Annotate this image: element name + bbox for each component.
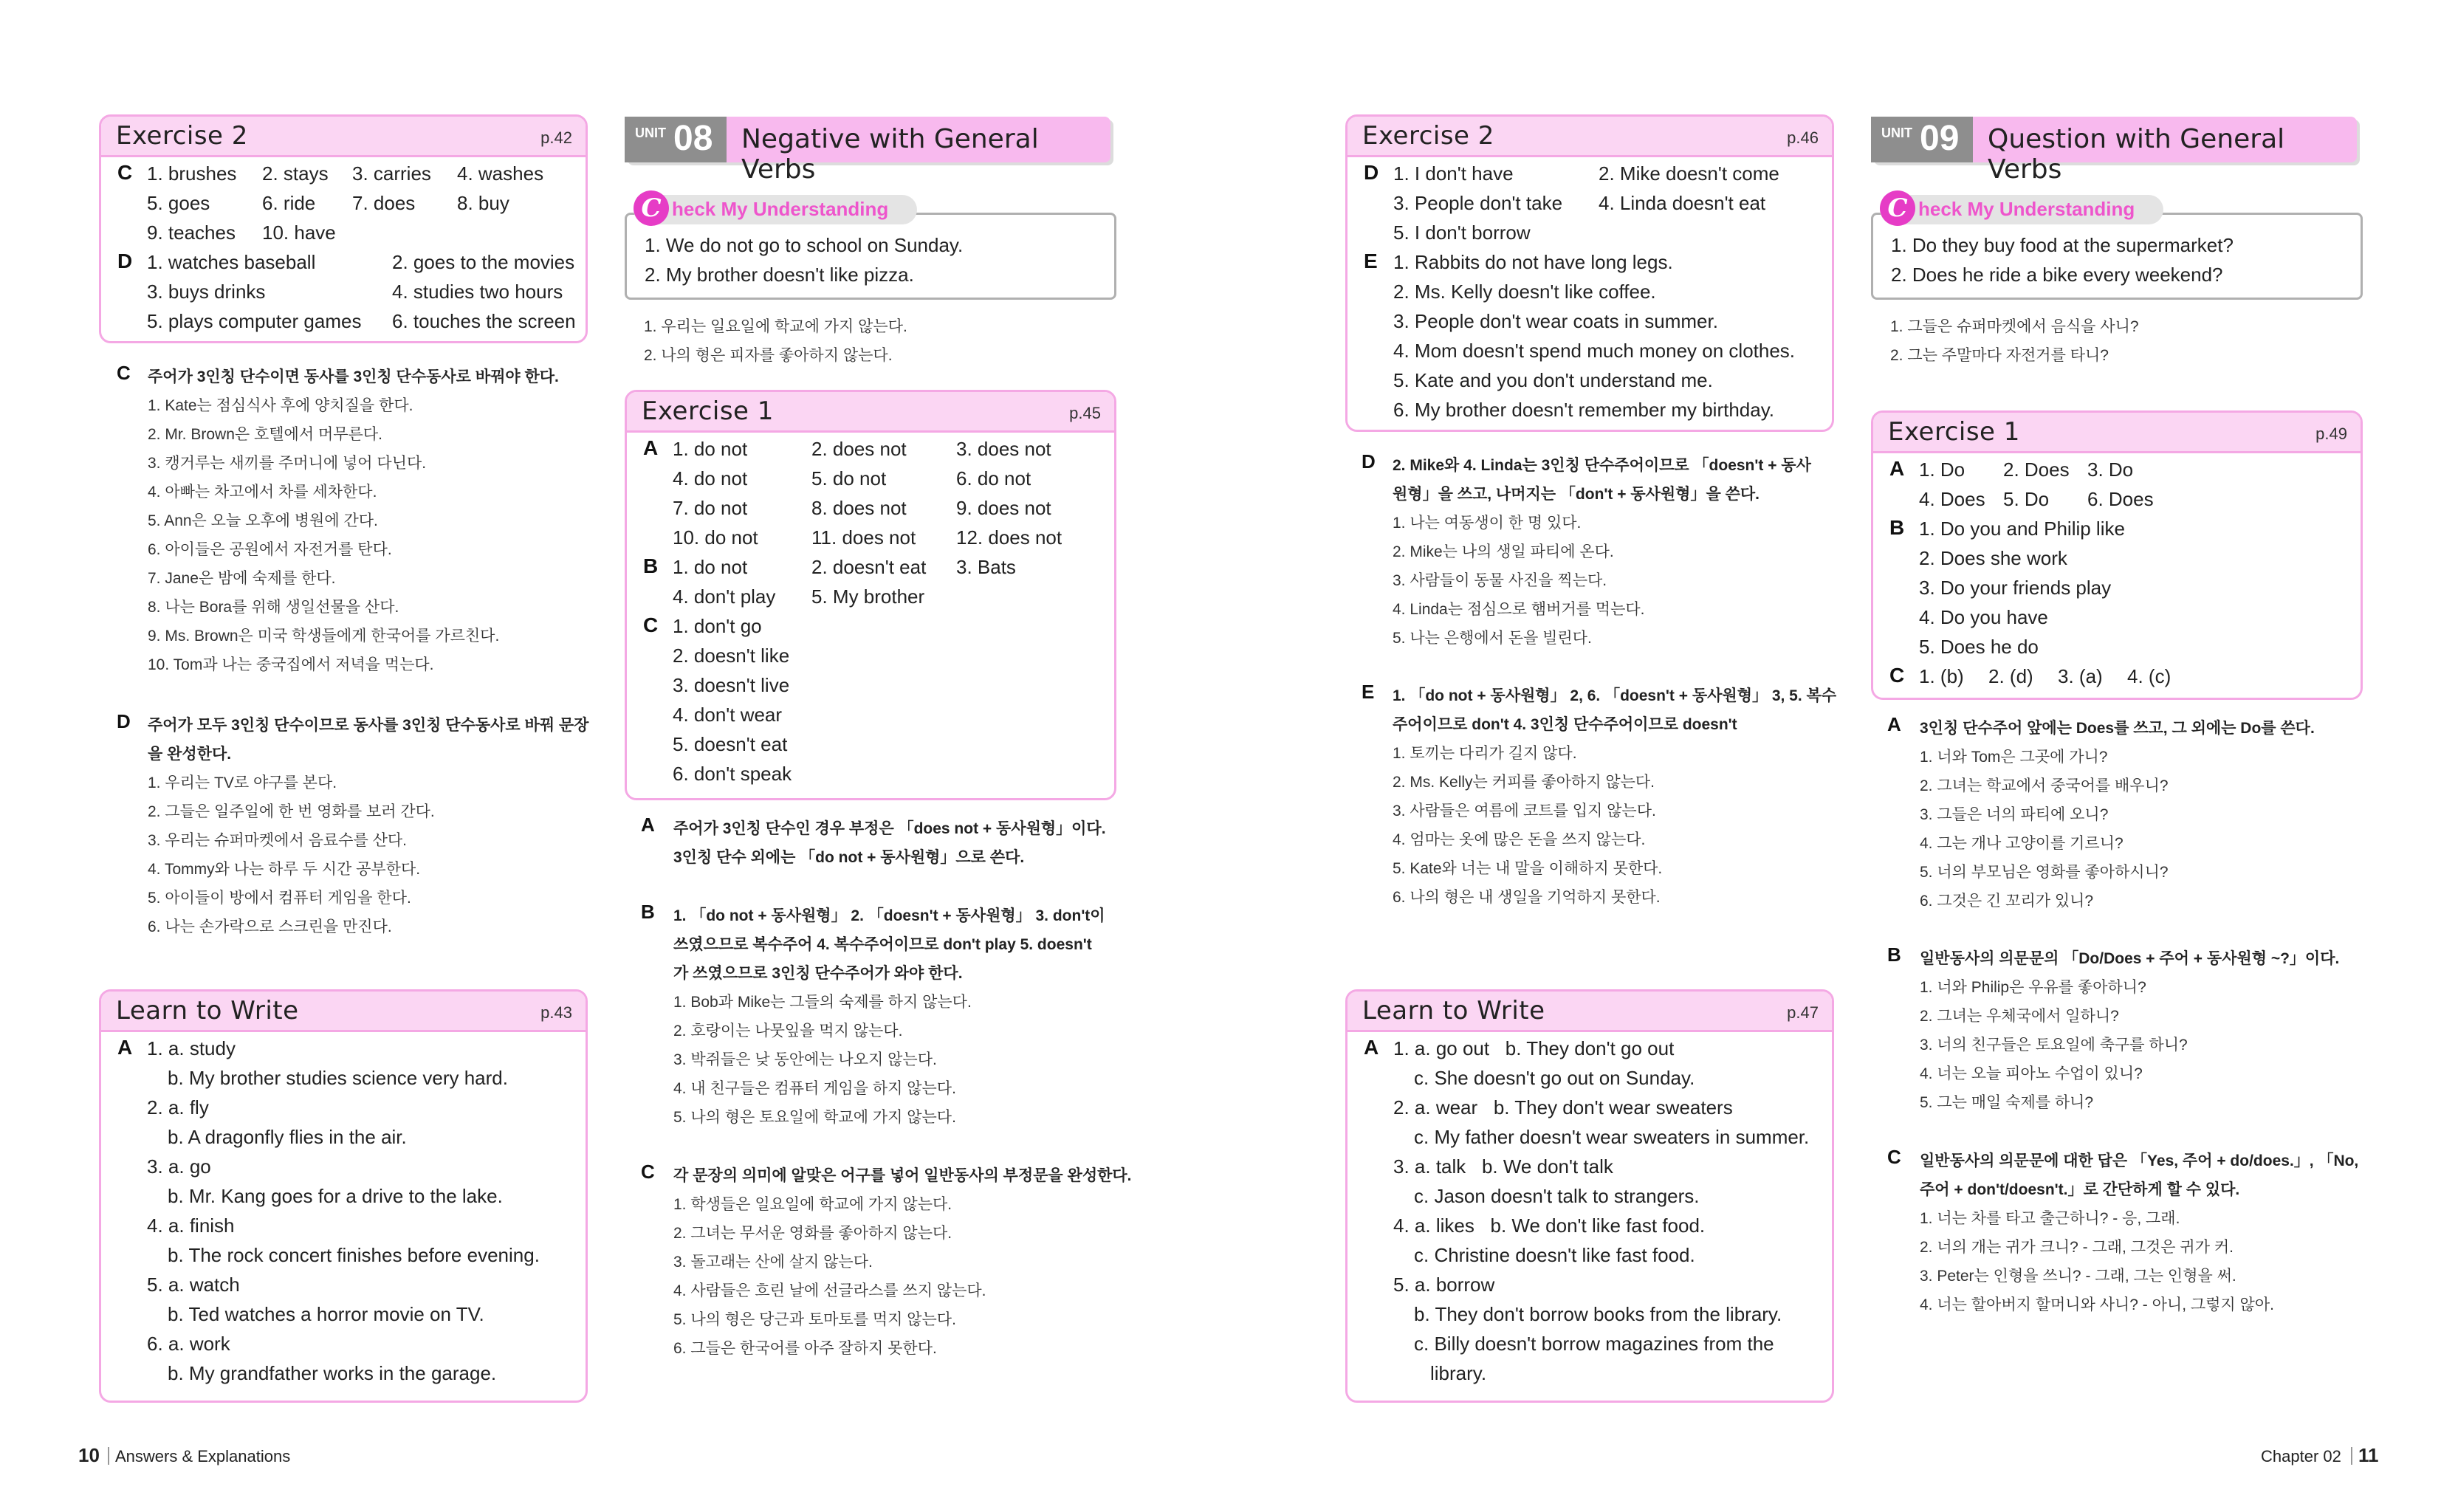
- answer: 9. does not: [956, 497, 1051, 519]
- answer: 10. have: [262, 221, 336, 244]
- translation: 1. 너와 Philip은 우유를 좋아하니?: [1920, 979, 2146, 996]
- translation: 3. 너의 친구들은 토요일에 축구를 하니?: [1920, 1037, 2188, 1054]
- learn-to-write-page: p.47: [1787, 1003, 1819, 1022]
- translation: 2. 호랑이는 나뭇잎을 먹지 않는다.: [673, 1023, 903, 1040]
- answer: 2. Does she work: [1919, 547, 2067, 569]
- translation: 1. 학생들은 일요일에 학교에 가지 않는다.: [673, 1196, 952, 1213]
- exercise-1-header: [1873, 413, 2361, 453]
- section-letter: E: [1362, 681, 1375, 703]
- translation: 4. 너는 할아버지 할머니와 사니? - 아니, 그렇지 않아.: [1920, 1296, 2274, 1313]
- answer: 2. doesn't like: [673, 645, 790, 667]
- translation: 4. 사람들은 흐린 날에 선글라스를 쓰지 않는다.: [673, 1282, 986, 1299]
- exercise-1-box: [1871, 410, 2363, 700]
- check-understanding-label: [1880, 195, 2163, 224]
- translation: 2. Mike는 나의 생일 파티에 온다.: [1393, 543, 1614, 560]
- answer: 1. a. go out b. They don't go out: [1393, 1037, 1675, 1059]
- explanation-heading: 주어가 3인칭 단수인 경우 부정은 「does not + 동사원형」이다.: [673, 820, 1106, 837]
- translation: 1. 그들은 슈퍼마켓에서 음식을 사니?: [1890, 318, 2139, 335]
- answer: 1. do not: [673, 438, 748, 460]
- check-label-text: heck My Understanding: [672, 198, 889, 220]
- answer: 12. does not: [956, 526, 1062, 549]
- answer: 2. a. fly: [147, 1096, 209, 1118]
- answer: 1. a. study: [147, 1037, 236, 1059]
- section-letter: C: [643, 614, 659, 636]
- answer: 5. doesn't eat: [673, 733, 788, 755]
- translation: 4. 엄마는 옷에 많은 돈을 쓰지 않는다.: [1393, 831, 1646, 848]
- explanation-heading: 을 완성한다.: [148, 746, 232, 763]
- answer: 5. plays computer games: [147, 310, 362, 332]
- translation: 3. 그들은 너의 파티에 오니?: [1920, 806, 2109, 823]
- translation: 3. 우리는 슈퍼마켓에서 음료수를 산다.: [148, 832, 407, 849]
- section-letter: E: [1364, 250, 1378, 272]
- answer: 1. Do they buy food at the supermarket?: [1891, 234, 2234, 256]
- translation: 5. 나의 형은 토요일에 학교에 가지 않는다.: [673, 1109, 956, 1126]
- translation: 5. 나는 은행에서 돈을 빌린다.: [1393, 630, 1592, 647]
- answer: 9. teaches: [147, 221, 236, 244]
- answer: 3. People don't wear coats in summer.: [1393, 310, 1718, 332]
- translation: 2. 그녀는 학교에서 중국어를 배우니?: [1920, 777, 2169, 794]
- answer: 5. Do: [2003, 488, 2050, 510]
- explanation-heading: 1. 「do not + 동사원형」 2. 「doesn't + 동사원형」 3. don't이: [673, 907, 1105, 924]
- translation: 6. 나는 손가락으로 스크린을 만진다.: [148, 918, 392, 935]
- answer: b. Ted watches a horror movie on TV.: [168, 1303, 484, 1325]
- check-c-icon: C: [634, 190, 669, 226]
- translation: 6. 그들은 한국어를 아주 잘하지 못한다.: [673, 1340, 937, 1357]
- answer: 6. a. work: [147, 1333, 230, 1355]
- answer: b. A dragonfly flies in the air.: [168, 1126, 407, 1148]
- answer: 2. Mike doesn't come: [1599, 162, 1779, 185]
- answer: 6. touches the screen: [392, 310, 576, 332]
- learn-to-write-header: [101, 992, 586, 1032]
- unit-number: 08: [673, 119, 713, 158]
- exercise-1-box: [625, 390, 1116, 800]
- translation: 6. 아이들은 공원에서 자전거를 탄다.: [148, 541, 392, 558]
- exercise-1-title: Exercise 1: [642, 396, 774, 426]
- translation: 9. Ms. Brown은 미국 학생들에게 한국어를 가르친다.: [148, 628, 500, 645]
- learn-to-write-box: [99, 989, 588, 1403]
- answer: 4. (c): [2127, 665, 2172, 687]
- answer: c. Billy doesn't borrow magazines from the: [1414, 1333, 1774, 1355]
- explanation-heading: 주어가 3인칭 단수이면 동사를 3인칭 단수동사로 바꿔야 한다.: [148, 368, 559, 385]
- translation: 5. 너의 부모님은 영화를 좋아하시니?: [1920, 864, 2169, 881]
- answer: b. They don't borrow books from the library.: [1414, 1303, 1782, 1325]
- explanation-heading: 일반동사의 의문문에 대한 답은 「Yes, 주어 + do/does.」, 「No,: [1920, 1152, 2359, 1169]
- answer: 6. do not: [956, 467, 1031, 489]
- answer: 6. My brother doesn't remember my birthday.: [1393, 399, 1775, 421]
- answer: 3. a. talk b. We don't talk: [1393, 1155, 1613, 1178]
- translation: 10. Tom과 나는 중국집에서 저녁을 먹는다.: [148, 656, 434, 673]
- answer: 3. People don't take: [1393, 192, 1563, 214]
- explanation-heading: 3인칭 단수주어 앞에는 Does를 쓰고, 그 외에는 Do를 쓴다.: [1920, 720, 2315, 737]
- translation: 4. Tommy와 나는 하루 두 시간 공부한다.: [148, 861, 421, 878]
- answer: 3. (a): [2058, 665, 2103, 687]
- answer: 3. a. go: [147, 1155, 211, 1178]
- footer-divider: [108, 1447, 109, 1465]
- section-letter: D: [1362, 450, 1376, 472]
- exercise-1-title: Exercise 1: [1888, 417, 2020, 447]
- translation: 1. 너는 차를 타고 출근하니? - 응, 그래.: [1920, 1210, 2180, 1227]
- explanation-heading: 주어가 모두 3인칭 단수이므로 동사를 3인칭 단수동사로 바꿔 문장: [148, 717, 589, 734]
- answer: 10. do not: [673, 526, 758, 549]
- answer: 2. (d): [1988, 665, 2033, 687]
- learn-to-write-page: p.43: [540, 1003, 572, 1022]
- exercise-2-title: Exercise 2: [1362, 121, 1494, 151]
- exercise-1-page: p.45: [1069, 404, 1101, 422]
- translation: 5. Kate와 너는 내 말을 이해하지 못한다.: [1393, 860, 1663, 877]
- learn-to-write-box: [1345, 989, 1834, 1403]
- translation: 3. 사람들이 동물 사진을 찍는다.: [1393, 572, 1607, 589]
- answer: 5. My brother: [811, 585, 925, 608]
- learn-to-write-title: Learn to Write: [116, 996, 299, 1025]
- footer-chapter: Chapter 02: [2261, 1447, 2341, 1465]
- section-letter: A: [1887, 713, 1901, 735]
- answer: 1. I don't have: [1393, 162, 1514, 185]
- answer: c. She doesn't go out on Sunday.: [1414, 1067, 1695, 1089]
- translation: 2. 그는 주말마다 자전거를 타니?: [1890, 347, 2109, 364]
- section-letter: C: [641, 1161, 655, 1183]
- unit-banner: [1871, 117, 2357, 185]
- translation: 1. 나는 여동생이 한 명 있다.: [1393, 515, 1582, 532]
- answer: 4. studies two hours: [392, 281, 563, 303]
- answer: 4. a. finish: [147, 1214, 235, 1237]
- answer: 5. Kate and you don't understand me.: [1393, 369, 1713, 391]
- answer: 4. don't wear: [673, 704, 783, 726]
- translation: 4. 아빠는 차고에서 차를 세차한다.: [148, 484, 377, 501]
- answer: 7. do not: [673, 497, 748, 519]
- footer-text: Answers & Explanations: [115, 1447, 291, 1465]
- answer: 4. washes: [457, 162, 544, 185]
- answer: 8. buy: [457, 192, 509, 214]
- answer: 1. Do you and Philip like: [1919, 518, 2125, 540]
- answer: 5. a. borrow: [1393, 1274, 1495, 1296]
- translation: 4. 그는 개나 고양이를 기르니?: [1920, 835, 2124, 852]
- translation: 5. 나의 형은 당근과 토마토를 먹지 않는다.: [673, 1311, 956, 1328]
- check-understanding-box: [1871, 213, 2363, 300]
- unit-word: UNIT: [1881, 126, 1912, 140]
- translation: 7. Jane은 밤에 숙제를 한다.: [148, 570, 336, 587]
- section-letter: A: [1364, 1036, 1379, 1059]
- translation: 3. 돌고래는 산에 살지 않는다.: [673, 1254, 873, 1271]
- answer: c. My father doesn't wear sweaters in summer.: [1414, 1126, 1810, 1148]
- exercise-2-header: [1347, 117, 1832, 157]
- translation: 4. 너는 오늘 피아노 수업이 있니?: [1920, 1065, 2143, 1082]
- explanation-heading: 일반동사의 의문문의 「Do/Does + 주어 + 동사원형 ~?」이다.: [1920, 950, 2340, 967]
- answer: 2. does not: [811, 438, 907, 460]
- translation: 3. 캥거루는 새끼를 주머니에 넣어 다닌다.: [148, 455, 427, 472]
- translation: 2. 너의 개는 귀가 크니? - 그래, 그것은 귀가 커.: [1920, 1239, 2234, 1256]
- answer: 4. Mom doesn't spend much money on clothes.: [1393, 340, 1796, 362]
- answer: 3. doesn't live: [673, 674, 790, 696]
- section-letter: A: [117, 1036, 133, 1059]
- answer: 3. Do: [2087, 458, 2134, 481]
- answer: 5. Does he do: [1919, 636, 2039, 658]
- section-letter: A: [1889, 457, 1905, 480]
- answer: 7. does: [352, 192, 416, 214]
- check-understanding-label: [634, 195, 917, 224]
- translation: 2. 그들은 일주일에 한 번 영화를 보러 간다.: [148, 803, 435, 820]
- answer: c. Christine doesn't like fast food.: [1414, 1244, 1695, 1266]
- section-letter: D: [117, 710, 131, 732]
- check-understanding-box: [625, 213, 1116, 300]
- explanation-heading: 쓰였으므로 복수주어 4. 복수주어이므로 don't play 5. doesn't: [673, 936, 1092, 953]
- page-number: 11: [2358, 1444, 2379, 1466]
- answer: 3. buys drinks: [147, 281, 266, 303]
- answer: 1. Do: [1919, 458, 1965, 481]
- section-letter: C: [117, 161, 133, 184]
- translation: 8. 나는 Bora를 위해 생일선물을 산다.: [148, 599, 399, 616]
- answer: 4. Do you have: [1919, 606, 2048, 628]
- answer: 3. Bats: [956, 556, 1016, 578]
- answer: 2. stays: [262, 162, 329, 185]
- answer: 8. does not: [811, 497, 907, 519]
- answer: 6. ride: [262, 192, 316, 214]
- translation: 4. 내 친구들은 컴퓨터 게임을 하지 않는다.: [673, 1080, 956, 1097]
- section-letter: D: [1364, 161, 1379, 184]
- answer: 4. don't play: [673, 585, 776, 608]
- translation: 2. 나의 형은 피자를 좋아하지 않는다.: [644, 347, 893, 364]
- answer: 1. Rabbits do not have long legs.: [1393, 251, 1673, 273]
- explanation-heading: 2. Mike와 4. Linda는 3인칭 단수주어이므로 「doesn't + 동사: [1393, 457, 1811, 474]
- translation: 2. Ms. Kelly는 커피를 좋아하지 않는다.: [1393, 774, 1655, 791]
- answer: 4. do not: [673, 467, 748, 489]
- section-letter: C: [1889, 664, 1905, 687]
- translation: 5. 아이들이 방에서 컴퓨터 게임을 한다.: [148, 890, 411, 907]
- answer: 6. don't speak: [673, 763, 792, 785]
- section-letter: C: [117, 362, 131, 384]
- page-number: 10: [78, 1444, 100, 1466]
- answer: 2. goes to the movies: [392, 251, 575, 273]
- translation: 1. 우리는 일요일에 학교에 가지 않는다.: [644, 318, 907, 335]
- explanation-heading: 원형」을 쓰고, 나머지는 「don't + 동사원형」을 쓴다.: [1393, 486, 1759, 503]
- answer: 4. Linda doesn't eat: [1599, 192, 1766, 214]
- answer: 11. does not: [811, 526, 916, 549]
- section-letter: A: [643, 436, 659, 459]
- translation: 5. Ann은 오늘 오후에 병원에 간다.: [148, 512, 378, 529]
- section-letter: A: [641, 814, 655, 836]
- explanation-heading: 주어이므로 don't 4. 3인칭 단수주어이므로 doesn't: [1393, 716, 1737, 733]
- translation: 4. Linda는 점심으로 햄버거를 먹는다.: [1393, 601, 1645, 618]
- explanation-heading: 각 문장의 의미에 알맞은 어구를 넣어 일반동사의 부정문을 완성한다.: [673, 1167, 1132, 1184]
- exercise-2-page: p.42: [540, 128, 572, 147]
- exercise-2-box: [99, 114, 588, 343]
- translation: 1. Kate는 점심식사 후에 양치질을 한다.: [148, 397, 413, 414]
- translation: 1. 너와 Tom은 그곳에 가니?: [1920, 749, 2108, 766]
- answer: 5. do not: [811, 467, 887, 489]
- answer: library.: [1430, 1362, 1487, 1384]
- section-letter: B: [1887, 944, 1901, 966]
- answer: 1. (b): [1919, 665, 1964, 687]
- answer: b. Mr. Kang goes for a drive to the lake.: [168, 1185, 503, 1207]
- exercise-1-page: p.49: [2315, 425, 2347, 443]
- answer: 1. watches baseball: [147, 251, 316, 273]
- translation: 2. 그녀는 무서운 영화를 좋아하지 않는다.: [673, 1225, 952, 1242]
- explanation-heading: 1. 「do not + 동사원형」 2, 6. 「doesn't + 동사원형」 3, 5. 복수: [1393, 687, 1837, 704]
- exercise-2-header: [101, 117, 586, 157]
- learn-to-write-header: [1347, 992, 1832, 1032]
- answer: 1. do not: [673, 556, 748, 578]
- unit-number: 09: [1920, 119, 1960, 158]
- exercise-2-title: Exercise 2: [116, 121, 248, 151]
- answer: 2. Does: [2003, 458, 2070, 481]
- answer: 5. goes: [147, 192, 210, 214]
- section-letter: D: [117, 250, 133, 272]
- unit-word: UNIT: [635, 126, 666, 140]
- section-letter: B: [643, 554, 659, 577]
- answer: 1. don't go: [673, 615, 762, 637]
- translation: 6. 그것은 긴 꼬리가 있니?: [1920, 893, 2094, 910]
- answer: 3. Do your friends play: [1919, 577, 2112, 599]
- translation: 1. Bob과 Mike는 그들의 숙제를 하지 않는다.: [673, 994, 972, 1011]
- exercise-1-header: [627, 392, 1114, 433]
- answer: 5. a. watch: [147, 1274, 240, 1296]
- translation: 1. 우리는 TV로 야구를 본다.: [148, 774, 337, 791]
- section-letter: C: [1887, 1146, 1901, 1168]
- exercise-2-box: [1345, 114, 1834, 432]
- answer: b. My grandfather works in the garage.: [168, 1362, 497, 1384]
- section-letter: B: [641, 901, 655, 923]
- translation: 3. 박쥐들은 낮 동안에는 나오지 않는다.: [673, 1051, 937, 1068]
- section-letter: B: [1889, 516, 1905, 539]
- answer: 4. a. likes b. We don't like fast food.: [1393, 1214, 1706, 1237]
- answer: 3. carries: [352, 162, 431, 185]
- answer: 1. brushes: [147, 162, 237, 185]
- learn-to-write-title: Learn to Write: [1362, 996, 1545, 1025]
- explanation-heading: 주어 + don't/doesn't.」로 간단하게 할 수 있다.: [1920, 1181, 2240, 1198]
- check-c-icon: C: [1880, 190, 1915, 226]
- exercise-2-page: p.46: [1787, 128, 1819, 147]
- answer: 6. Does: [2087, 488, 2154, 510]
- translation: 1. 토끼는 다리가 길지 않다.: [1393, 745, 1577, 762]
- unit-banner: [625, 117, 1110, 185]
- answer: b. The rock concert finishes before evening.: [168, 1244, 540, 1266]
- translation: 3. Peter는 인형을 쓰니? - 그래, 그는 인형을 써.: [1920, 1268, 2236, 1285]
- answer: 4. Does: [1919, 488, 1985, 510]
- explanation-heading: 가 쓰였으므로 3인칭 단수주어가 와야 한다.: [673, 965, 963, 982]
- answer: 2. Does he ride a bike every weekend?: [1891, 264, 2223, 286]
- check-label-text: heck My Understanding: [1918, 198, 2135, 220]
- unit-title: Question with General Verbs: [1988, 124, 2285, 185]
- answer: b. My brother studies science very hard.: [168, 1067, 508, 1089]
- unit-title: Negative with General Verbs: [741, 124, 1039, 185]
- answer: 2. doesn't eat: [811, 556, 927, 578]
- translation: 2. Mr. Brown은 호텔에서 머무른다.: [148, 426, 382, 443]
- translation: 6. 나의 형은 내 생일을 기억하지 못한다.: [1393, 889, 1661, 906]
- translation: 3. 사람들은 여름에 코트를 입지 않는다.: [1393, 803, 1656, 819]
- unit-tag: [625, 117, 727, 162]
- translation: 2. 그녀는 우체국에서 일하니?: [1920, 1008, 2119, 1025]
- answer: 1. We do not go to school on Sunday.: [645, 234, 964, 256]
- answer: 2. a. wear b. They don't wear sweaters: [1393, 1096, 1733, 1118]
- answer: c. Jason doesn't talk to strangers.: [1414, 1185, 1700, 1207]
- explanation-heading: 3인칭 단수 외에는 「do not + 동사원형」으로 쓴다.: [673, 849, 1025, 866]
- answer: 2. Ms. Kelly doesn't like coffee.: [1393, 281, 1656, 303]
- unit-tag: [1871, 117, 1973, 162]
- answer: 3. does not: [956, 438, 1051, 460]
- answer: 5. I don't borrow: [1393, 221, 1531, 244]
- footer-divider: [2351, 1447, 2352, 1465]
- answer: 2. My brother doesn't like pizza.: [645, 264, 914, 286]
- translation: 5. 그는 매일 숙제를 하니?: [1920, 1094, 2094, 1111]
